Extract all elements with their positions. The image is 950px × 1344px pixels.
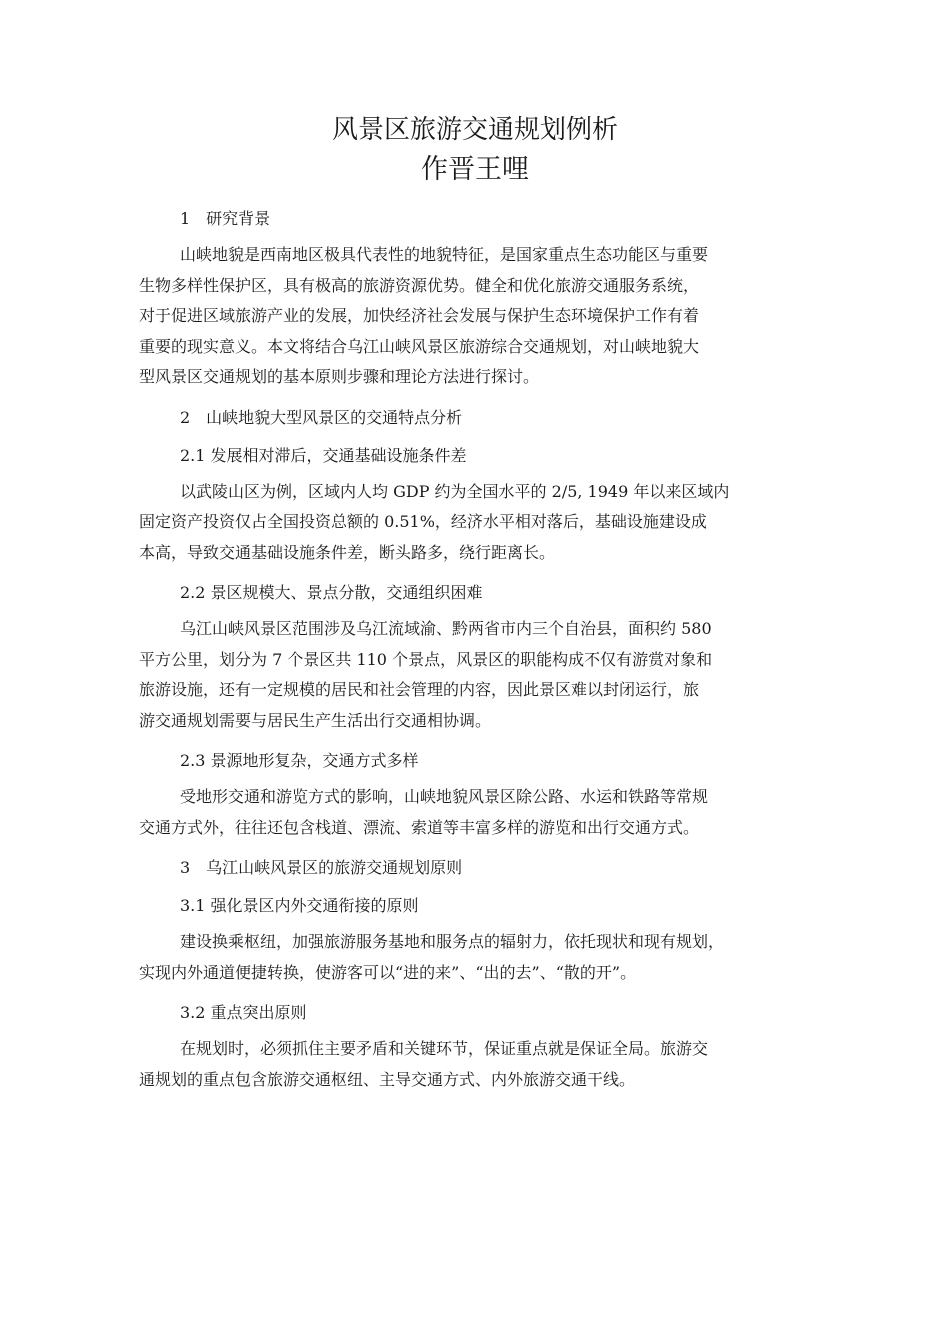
document-body [139, 200, 821, 1101]
paragraph-line: 对于促进区域旅游产业的发展，加快经济社会发展与保护生态环境保护工作有着 [139, 306, 700, 325]
paragraph [139, 614, 821, 736]
subsection-heading: 3.2 重点突出原则 [180, 1003, 307, 1022]
paragraph-line: 通规划的重点包含旅游交通枢纽、主导交通方式、内外旅游交通干线。 [139, 1069, 636, 1089]
document-author: 作晋王哩 [421, 154, 529, 185]
paragraph [139, 477, 821, 569]
paragraph-line: 乌江山峡风景区范围涉及乌江流域渝、黔两省市内三个自治县，面积约 580 [180, 619, 712, 638]
paragraph [139, 782, 821, 843]
paragraph-line: 生物多样性保护区，具有极高的旅游资源优势。健全和优化旅游交通服务系统， [139, 275, 700, 295]
paragraph-line: 实现内外通道便捷转换，使游客可以“进的来”、“出的去”、“散的开”。 [139, 962, 637, 982]
paragraph-line: 以武陵山区为例，区域内人均 GDP 约为全国水平的 2/5, 1949 年以来区域内 [180, 481, 730, 501]
paragraph [139, 1034, 821, 1095]
paragraph-line: 本高，导致交通基础设施条件差，断头路多，绕行距离长。 [139, 542, 556, 562]
paragraph-line: 山峡地貌是西南地区极具代表性的地貌特征，是国家重点生态功能区与重要 [180, 245, 709, 264]
section-heading: 1 研究背景 [180, 209, 271, 228]
paragraph [139, 240, 821, 393]
paragraph-line: 建设换乘枢纽，加强旅游服务基地和服务点的辐射力，依托现状和现有规划， [180, 932, 725, 951]
paragraph [139, 927, 821, 988]
subsection-heading: 2.1 发展相对滞后，交通基础设施条件差 [180, 445, 467, 465]
section-heading: 2 山峡地貌大型风景区的交通特点分析 [180, 407, 463, 427]
paragraph-line: 重要的现实意义。本文将结合乌江山峡风景区旅游综合交通规划，对山峡地貌大 [139, 336, 700, 356]
section-heading: 3 乌江山峡风景区的旅游交通规划原则 [180, 858, 463, 877]
subsection-heading: 2.3 景源地形复杂，交通方式多样 [180, 751, 419, 770]
paragraph-line: 游交通规划需要与居民生产生活出行交通相协调。 [139, 710, 492, 730]
paragraph-line: 固定资产投资仅占全国投资总额的 0.51%，经济水平相对落后，基础设施建设成 [139, 512, 707, 531]
paragraph-line: 交通方式外，往往还包含栈道、漂流、索道等丰富多样的游览和出行交通方式。 [139, 817, 700, 837]
paragraph-line: 型风景区交通规划的基本原则步骤和理论方法进行探讨。 [139, 367, 540, 386]
paragraph-line: 旅游设施，还有一定规模的居民和社会管理的内容，因此景区难以封闭运行，旅 [139, 680, 700, 699]
paragraph-line: 平方公里，划分为 7 个景区共 110 个景点，风景区的职能构成不仅有游赏对象和 [139, 649, 713, 669]
document-title: 风景区旅游交通规划例析 [331, 115, 618, 145]
paragraph-line: 受地形交通和游览方式的影响，山峡地貌风景区除公路、水运和铁路等常规 [180, 787, 709, 806]
paragraph-line: 在规划时，必须抓住主要矛盾和关键环节，保证重点就是保证全局。旅游交 [180, 1039, 709, 1058]
subsection-heading: 2.2 景区规模大、景点分散，交通组织困难 [180, 583, 483, 602]
subsection-heading: 3.1 强化景区内外交通衔接的原则 [180, 896, 419, 915]
